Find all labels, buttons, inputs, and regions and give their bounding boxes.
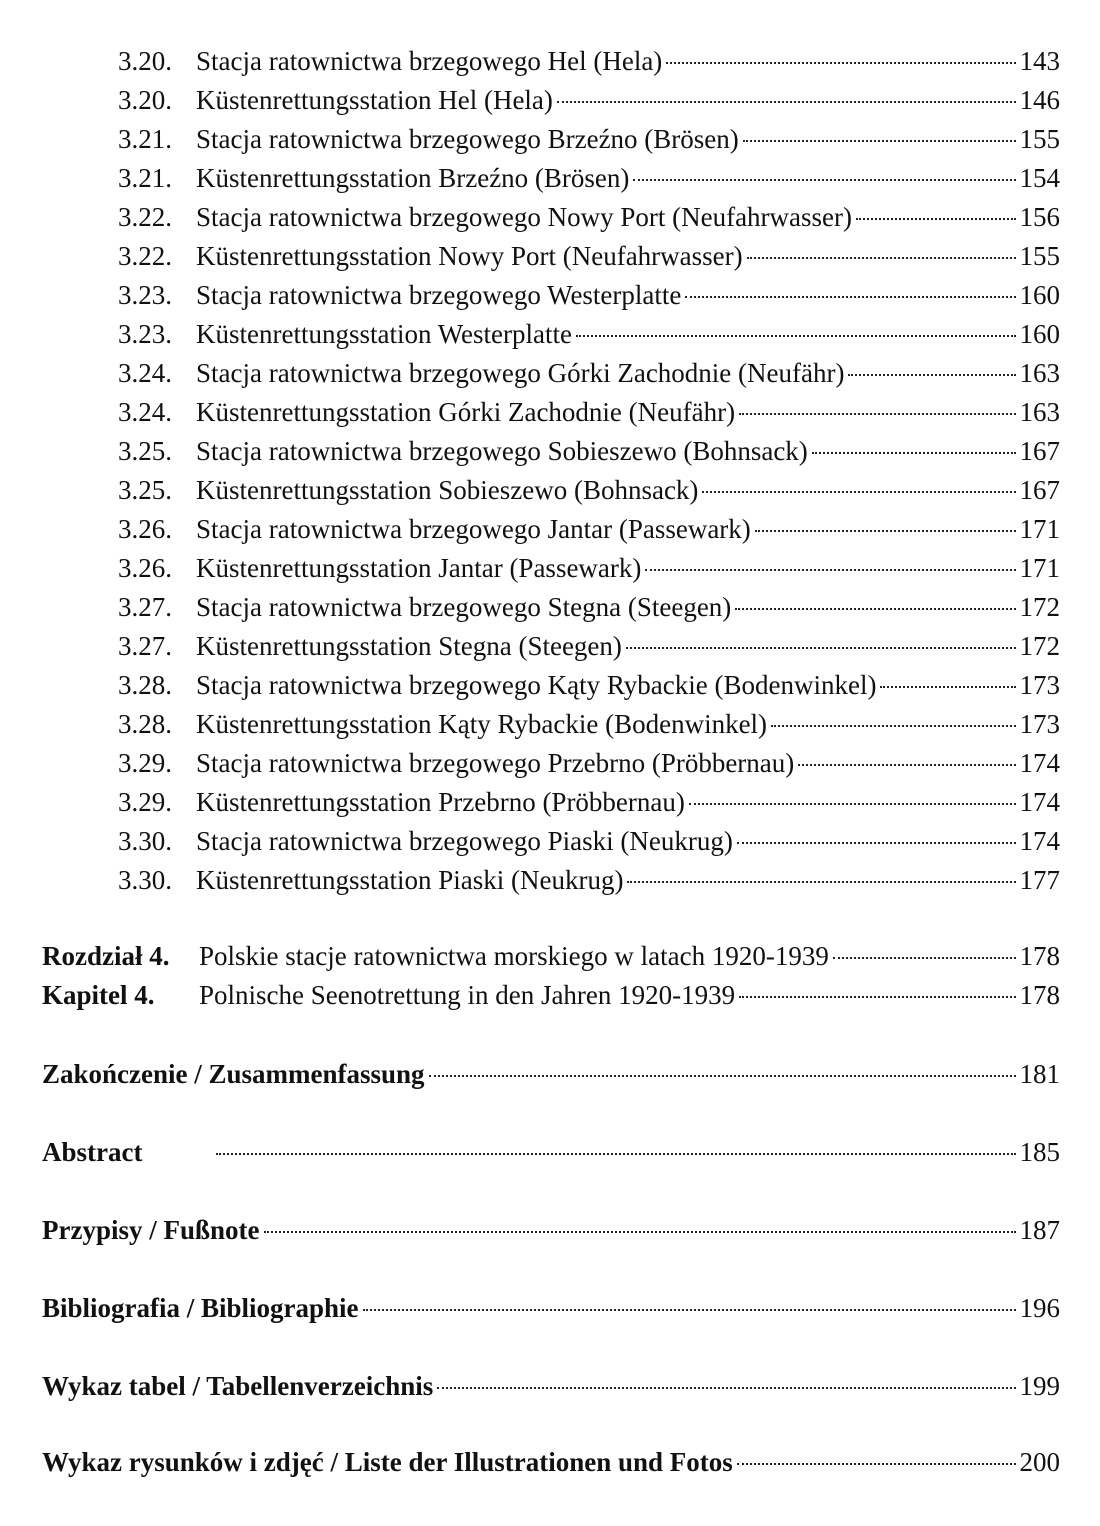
section-number: 3.26. [118,514,172,544]
page-number: 154 [1019,163,1060,193]
section-number: 3.25. [118,436,172,466]
dot-leader [216,1153,1015,1155]
dot-leader [685,296,1015,298]
page-number: 163 [1019,397,1060,427]
entry-title: Küstenrettungsstation Sobieszewo (Bohnsack) [196,475,699,505]
section-number: 3.25. [118,475,172,505]
entry-title: Wykaz tabel / Tabellenverzeichnis [42,1371,434,1401]
dot-leader [812,452,1016,454]
page-number: 146 [1019,85,1060,115]
entry-title: Zakończenie / Zusammenfassung [42,1059,425,1089]
chapter-title: Polskie stacje ratownictwa morskiego w latach 1920-1939 [199,941,829,971]
section-number: 3.24. [118,358,172,388]
page-number: 160 [1019,280,1060,310]
page-number: 173 [1019,709,1060,739]
dot-leader [666,62,1015,64]
dot-leader [737,842,1016,844]
dot-leader [437,1387,1015,1389]
dot-leader [689,803,1016,805]
page-number: 178 [1019,980,1060,1010]
entry-title: Küstenrettungsstation Westerplatte [196,319,572,349]
page-number: 174 [1019,748,1060,778]
entry-title: Stacja ratownictwa brzegowego Brzeźno (Brösen) [196,124,739,154]
dot-leader [743,140,1016,142]
dot-leader [747,257,1016,259]
dot-leader [363,1309,1016,1311]
page-number: 167 [1019,436,1060,466]
dot-leader [739,413,1015,415]
entry-title: Bibliografia / Bibliographie [42,1293,359,1323]
page-number: 167 [1019,475,1060,505]
section-number: 3.29. [118,748,172,778]
page-number: 171 [1019,553,1060,583]
page-number: 196 [1019,1293,1060,1323]
entry-title: Wykaz rysunków i zdjęć / Liste der Illustrationen und Fotos [42,1447,733,1477]
section-number: 3.23. [118,280,172,310]
page-number: 155 [1019,241,1060,271]
entry-title: Stacja ratownictwa brzegowego Westerplatte [196,280,682,310]
section-number: 3.21. [118,163,172,193]
entry-title: Stacja ratownictwa brzegowego Stegna (Steegen) [196,592,732,622]
section-number: 3.29. [118,787,172,817]
section-number: 3.30. [118,865,172,895]
page-number: 160 [1019,319,1060,349]
page-number: 174 [1019,787,1060,817]
dot-leader [429,1075,1016,1077]
section-number: 3.26. [118,553,172,583]
entry-title: Stacja ratownictwa brzegowego Nowy Port (Neufahrwasser) [196,202,853,232]
section-number: 3.27. [118,592,172,622]
section-number: 3.30. [118,826,172,856]
page-number: 171 [1019,514,1060,544]
dot-leader [880,686,1015,688]
dot-leader [264,1231,1016,1233]
dot-leader [737,1463,1016,1465]
entry-title: Stacja ratownictwa brzegowego Hel (Hela) [196,46,663,76]
dot-leader [633,179,1015,181]
section-number: 3.22. [118,241,172,271]
section-number: 3.21. [118,124,172,154]
dot-leader [627,881,1015,883]
dot-leader [626,647,1016,649]
page-number: 172 [1019,631,1060,661]
dot-leader [739,996,1015,998]
chapter-label: Kapitel 4. [42,980,155,1010]
dot-leader [856,218,1015,220]
dot-leader [645,569,1015,571]
section-number: 3.24. [118,397,172,427]
dot-leader [702,491,1015,493]
entry-title: Küstenrettungsstation Stegna (Steegen) [196,631,622,661]
entry-title: Küstenrettungsstation Piaski (Neukrug) [196,865,624,895]
entry-title: Stacja ratownictwa brzegowego Jantar (Passewark) [196,514,751,544]
entry-title: Stacja ratownictwa brzegowego Piaski (Neukrug) [196,826,733,856]
dot-leader [798,764,1015,766]
entry-title: Küstenrettungsstation Górki Zachodnie (Neufähr) [196,397,736,427]
page-number: 173 [1019,670,1060,700]
page-number: 143 [1019,46,1060,76]
page-number: 178 [1019,941,1060,971]
page-number: 187 [1019,1215,1060,1245]
dot-leader [848,374,1015,376]
dot-leader [557,101,1016,103]
section-number: 3.27. [118,631,172,661]
page-number: 200 [1019,1447,1060,1477]
entry-title: Stacja ratownictwa brzegowego Górki Zachodnie (Neufähr) [196,358,845,388]
page-number: 174 [1019,826,1060,856]
chapter-title: Polnische Seenotrettung in den Jahren 1920-1939 [199,980,736,1010]
page-number: 172 [1019,592,1060,622]
entry-title: Stacja ratownictwa brzegowego Kąty Rybackie (Bodenwinkel) [196,670,877,700]
entry-title: Küstenrettungsstation Brzeźno (Brösen) [196,163,630,193]
section-number: 3.22. [118,202,172,232]
entry-title: Przypisy / Fußnote [42,1215,260,1245]
dot-leader [735,608,1015,610]
section-number: 3.20. [118,85,172,115]
section-number: 3.20. [118,46,172,76]
section-number: 3.23. [118,319,172,349]
page-number: 155 [1019,124,1060,154]
entry-title: Stacja ratownictwa brzegowego Sobieszewo (Bohnsack) [196,436,808,466]
entry-title: Küstenrettungsstation Nowy Port (Neufahrwasser) [196,241,743,271]
dot-leader [755,530,1016,532]
page-number: 181 [1019,1059,1060,1089]
entry-title: Küstenrettungsstation Kąty Rybackie (Bodenwinkel) [196,709,768,739]
page-number: 163 [1019,358,1060,388]
entry-title: Abstract [42,1137,143,1167]
dot-leader [576,335,1016,337]
page-number: 199 [1019,1371,1060,1401]
entry-title: Küstenrettungsstation Jantar (Passewark) [196,553,642,583]
entry-title: Stacja ratownictwa brzegowego Przebrno (Pröbbernau) [196,748,795,778]
entry-title: Küstenrettungsstation Hel (Hela) [196,85,553,115]
dot-leader [833,957,1016,959]
section-number: 3.28. [118,670,172,700]
page-number: 156 [1019,202,1060,232]
dot-leader [771,725,1015,727]
page-number: 177 [1019,865,1060,895]
section-number: 3.28. [118,709,172,739]
page-number: 185 [1019,1137,1060,1167]
chapter-label: Rozdział 4. [42,941,170,971]
entry-title: Küstenrettungsstation Przebrno (Pröbbernau) [196,787,685,817]
